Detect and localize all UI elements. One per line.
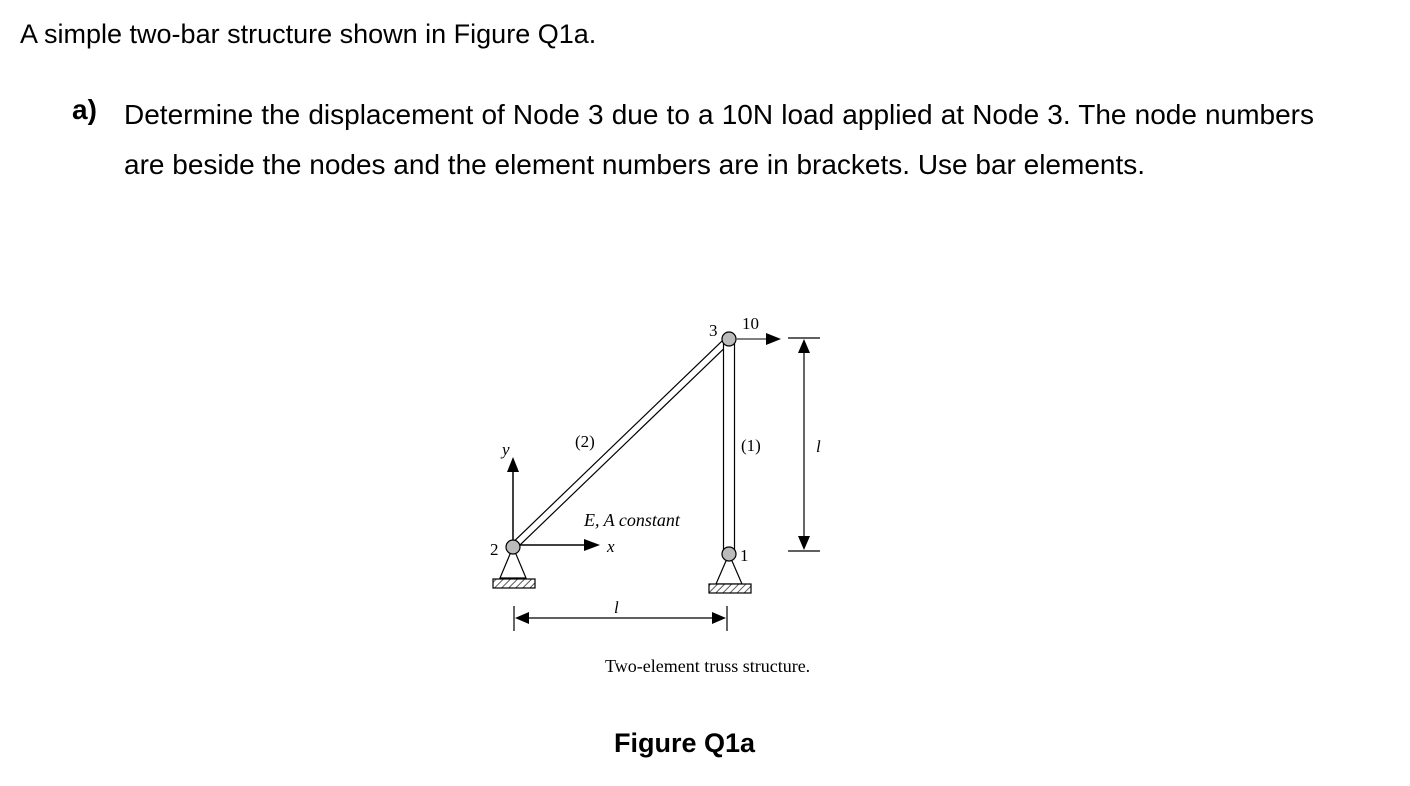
intro-text: A simple two-bar structure shown in Figure Q1a. — [20, 19, 597, 49]
vertical-dimension-label: l — [816, 437, 821, 456]
figure-title: Figure Q1a — [614, 728, 756, 758]
node-1-label: 1 — [740, 546, 749, 565]
node-1-joint — [722, 547, 736, 561]
question-text: Determine the displacement of Node 3 due to a 10N load applied at Node 3. The node numbers are beside the nodes and the element numbers are in brackets. Use bar elements. — [124, 99, 1314, 180]
node-3-joint — [722, 332, 736, 346]
y-axis-arrow — [507, 457, 519, 540]
horizontal-dimension-label: l — [614, 598, 619, 617]
horizontal-dimension-line — [514, 606, 727, 631]
element-2-label: (2) — [575, 432, 595, 451]
x-axis-arrow — [520, 539, 600, 551]
node-3-label: 3 — [709, 321, 718, 340]
load-label: 10 — [742, 314, 759, 333]
load-arrow — [736, 333, 781, 345]
node-2-label: 2 — [490, 540, 499, 559]
element-1-bar — [724, 339, 735, 554]
question-label: a) — [72, 94, 97, 125]
node-2-joint — [506, 540, 520, 554]
element-1-label: (1) — [741, 436, 761, 455]
property-label: E, A constant — [584, 510, 680, 530]
x-axis-label: x — [607, 537, 615, 556]
figure-caption: Two-element truss structure. — [605, 656, 811, 676]
y-axis-label: y — [502, 440, 510, 459]
